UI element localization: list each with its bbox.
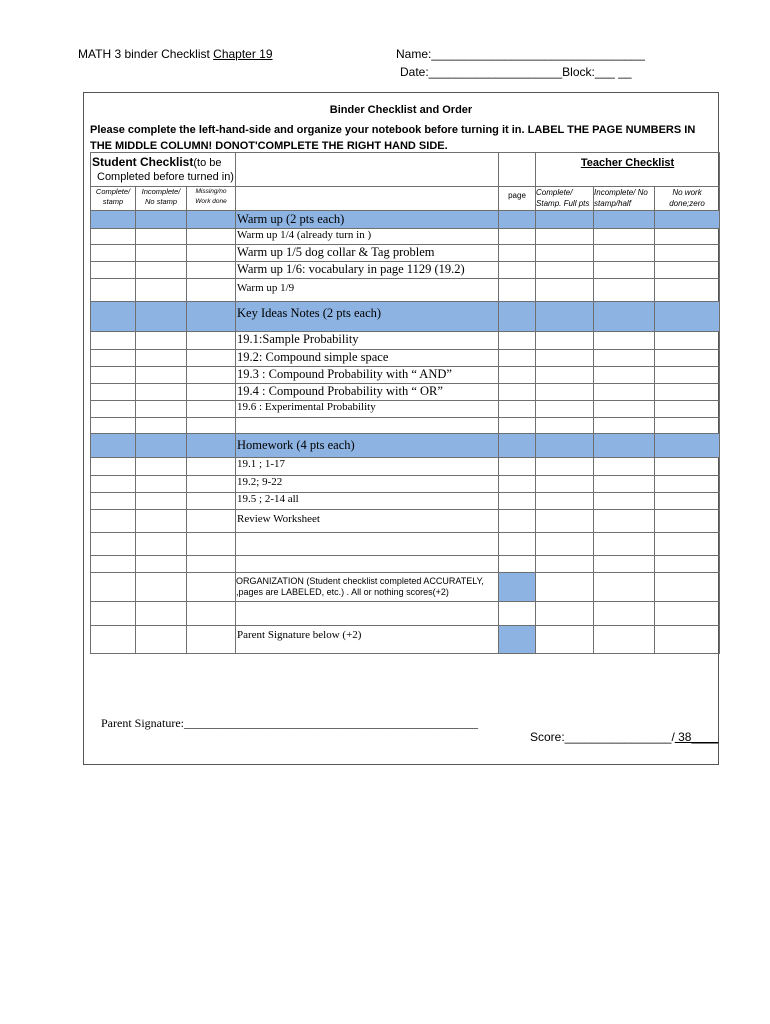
- row-check-cell: [91, 626, 136, 654]
- row-check-cell: [187, 418, 236, 434]
- row-check-cell: [187, 602, 236, 626]
- col-page: page: [499, 187, 536, 211]
- row-check-cell: [91, 493, 136, 510]
- row-check-cell: [187, 401, 236, 418]
- row-check-cell: [594, 434, 655, 458]
- row-check-cell: [91, 229, 136, 245]
- row-check-cell: [187, 626, 236, 654]
- row-check-cell: [655, 510, 720, 533]
- instructions: Please complete the left-hand-side and organize your notebook before turning it in. LABEL THE PAGE NUMBERS IN THE MIDDLE COLUMN! DONOT'COMPLETE THE RIGHT HAND SIDE.: [90, 124, 696, 152]
- row-check-cell: [536, 279, 594, 302]
- row-check-cell: [536, 626, 594, 654]
- binder-title: Binder Checklist and Order: [329, 104, 473, 116]
- row-check-cell: [594, 211, 655, 229]
- row-check-cell: [187, 302, 236, 332]
- row-check-cell: [594, 476, 655, 493]
- row-label: 19.1 ; 1-17: [236, 458, 499, 476]
- row-label: Warm up 1/9: [236, 279, 499, 302]
- row-label: Key Ideas Notes (2 pts each): [236, 302, 499, 332]
- row-check-cell: [187, 384, 236, 401]
- col-complete: Complete/ stamp: [91, 187, 136, 211]
- row-check-cell: [91, 245, 136, 262]
- row-label: [236, 602, 499, 626]
- row-check-cell: [594, 602, 655, 626]
- row-check-cell: [536, 602, 594, 626]
- row-page-cell: [499, 434, 536, 458]
- row-check-cell: [187, 229, 236, 245]
- row-check-cell: [594, 556, 655, 573]
- row-check-cell: [187, 434, 236, 458]
- row-check-cell: [536, 418, 594, 434]
- col-teacher-complete: Complete/ Stamp. Full pts: [536, 187, 594, 211]
- row-check-cell: [594, 279, 655, 302]
- row-check-cell: [91, 401, 136, 418]
- row-page-cell: [499, 245, 536, 262]
- row-check-cell: [655, 302, 720, 332]
- student-checklist-title: Student Checklist: [92, 155, 194, 169]
- row-check-cell: [655, 350, 720, 367]
- row-check-cell: [187, 279, 236, 302]
- row-check-cell: [594, 245, 655, 262]
- doc-title-chapter: Chapter 19: [213, 47, 273, 61]
- row-check-cell: [594, 458, 655, 476]
- row-check-cell: [594, 262, 655, 279]
- table-row: [91, 434, 720, 458]
- row-page-cell: [499, 493, 536, 510]
- row-page-cell: [499, 401, 536, 418]
- row-check-cell: [136, 211, 187, 229]
- row-check-cell: [536, 476, 594, 493]
- row-check-cell: [655, 245, 720, 262]
- doc-title: [78, 47, 273, 61]
- row-check-cell: [91, 332, 136, 350]
- table-row: [91, 350, 720, 367]
- row-check-cell: [536, 302, 594, 332]
- row-check-cell: [136, 458, 187, 476]
- row-check-cell: [655, 476, 720, 493]
- col-item: [236, 187, 499, 211]
- row-check-cell: [594, 384, 655, 401]
- row-label: [236, 533, 499, 556]
- row-check-cell: [91, 476, 136, 493]
- row-label: Warm up 1/6: vocabulary in page 1129 (19.2): [236, 262, 499, 279]
- row-label: 19.3 : Compound Probability with “ AND”: [236, 367, 499, 384]
- col-teacher-nowork: No work done;zero: [655, 187, 720, 211]
- row-check-cell: [536, 533, 594, 556]
- row-check-cell: [136, 573, 187, 602]
- row-check-cell: [136, 302, 187, 332]
- col-missing: Missing/no Work done: [187, 187, 236, 211]
- table-row: [91, 229, 720, 245]
- row-page-cell: [499, 626, 536, 654]
- checklist-rows: [91, 211, 720, 654]
- row-check-cell: [187, 350, 236, 367]
- row-check-cell: [91, 533, 136, 556]
- row-check-cell: [91, 384, 136, 401]
- row-label: Homework (4 pts each): [236, 434, 499, 458]
- row-check-cell: [655, 626, 720, 654]
- row-check-cell: [91, 573, 136, 602]
- row-check-cell: [136, 367, 187, 384]
- row-check-cell: [136, 602, 187, 626]
- row-check-cell: [536, 229, 594, 245]
- student-checklist-header: [91, 153, 236, 187]
- row-check-cell: [91, 367, 136, 384]
- row-check-cell: [536, 573, 594, 602]
- row-check-cell: [536, 493, 594, 510]
- row-check-cell: [91, 302, 136, 332]
- row-check-cell: [91, 510, 136, 533]
- checklist-table: [90, 152, 720, 654]
- table-row: [91, 556, 720, 573]
- table-row: [91, 384, 720, 401]
- table-row: [91, 211, 720, 229]
- row-check-cell: [594, 418, 655, 434]
- row-label: ORGANIZATION (Student checklist completed ACCURATELY, ,pages are LABELED, etc.) . All or nothing scores(+2): [236, 573, 499, 602]
- row-check-cell: [187, 245, 236, 262]
- row-check-cell: [187, 458, 236, 476]
- row-label: Review Worksheet: [236, 510, 499, 533]
- row-check-cell: [655, 556, 720, 573]
- row-page-cell: [499, 418, 536, 434]
- table-row: [91, 458, 720, 476]
- row-check-cell: [136, 384, 187, 401]
- teacher-checklist-title: Teacher Checklist: [536, 153, 720, 187]
- row-check-cell: [91, 418, 136, 434]
- row-check-cell: [187, 476, 236, 493]
- row-check-cell: [594, 510, 655, 533]
- row-check-cell: [536, 367, 594, 384]
- row-check-cell: [536, 458, 594, 476]
- row-label: Warm up (2 pts each): [236, 211, 499, 229]
- row-page-cell: [499, 229, 536, 245]
- row-check-cell: [536, 401, 594, 418]
- table-row: [91, 510, 720, 533]
- row-check-cell: [187, 573, 236, 602]
- row-check-cell: [187, 262, 236, 279]
- row-label: Warm up 1/4 (already turn in ): [236, 229, 499, 245]
- header-blank: [236, 153, 499, 187]
- row-page-cell: [499, 279, 536, 302]
- row-check-cell: [187, 493, 236, 510]
- row-page-cell: [499, 384, 536, 401]
- row-label: 19.2: Compound simple space: [236, 350, 499, 367]
- row-page-cell: [499, 476, 536, 493]
- row-label: 19.5 ; 2-14 all: [236, 493, 499, 510]
- table-row: [91, 476, 720, 493]
- row-check-cell: [136, 510, 187, 533]
- table-row: [91, 245, 720, 262]
- row-check-cell: [136, 401, 187, 418]
- row-check-cell: [594, 350, 655, 367]
- row-check-cell: [91, 602, 136, 626]
- row-page-cell: [499, 211, 536, 229]
- row-check-cell: [91, 458, 136, 476]
- date-block-line: Date:____________________Block:___ __: [400, 65, 632, 79]
- row-check-cell: [594, 229, 655, 245]
- row-check-cell: [91, 262, 136, 279]
- row-check-cell: [655, 229, 720, 245]
- row-label: 19.4 : Compound Probability with “ OR”: [236, 384, 499, 401]
- name-line: Name:________________________________: [396, 47, 645, 61]
- row-check-cell: [136, 626, 187, 654]
- row-check-cell: [655, 262, 720, 279]
- row-check-cell: [536, 556, 594, 573]
- row-check-cell: [536, 245, 594, 262]
- row-check-cell: [536, 510, 594, 533]
- row-check-cell: [136, 418, 187, 434]
- row-check-cell: [91, 350, 136, 367]
- row-page-cell: [499, 302, 536, 332]
- row-check-cell: [594, 626, 655, 654]
- row-check-cell: [536, 332, 594, 350]
- row-check-cell: [91, 279, 136, 302]
- row-check-cell: [136, 434, 187, 458]
- parent-signature-line: Parent Signature:_________________________________________________: [101, 716, 478, 730]
- row-check-cell: [655, 384, 720, 401]
- table-row: [91, 573, 720, 602]
- row-check-cell: [655, 418, 720, 434]
- row-check-cell: [594, 573, 655, 602]
- row-check-cell: [655, 533, 720, 556]
- table-row: [91, 602, 720, 626]
- row-check-cell: [136, 245, 187, 262]
- table-row: [91, 262, 720, 279]
- row-page-cell: [499, 533, 536, 556]
- row-check-cell: [594, 533, 655, 556]
- table-row: [91, 533, 720, 556]
- row-check-cell: [136, 493, 187, 510]
- row-check-cell: [91, 211, 136, 229]
- row-check-cell: [187, 332, 236, 350]
- row-check-cell: [655, 602, 720, 626]
- row-check-cell: [655, 434, 720, 458]
- row-check-cell: [655, 573, 720, 602]
- score-total: 38____: [674, 730, 719, 744]
- row-page-cell: [499, 350, 536, 367]
- student-checklist-sub: Completed before turned in): [97, 171, 234, 183]
- row-page-cell: [499, 573, 536, 602]
- table-row: [91, 493, 720, 510]
- row-check-cell: [136, 556, 187, 573]
- row-check-cell: [594, 401, 655, 418]
- row-check-cell: [187, 533, 236, 556]
- table-row: [91, 626, 720, 654]
- score-label: Score:________________/: [530, 730, 675, 744]
- row-check-cell: [536, 350, 594, 367]
- row-check-cell: [655, 211, 720, 229]
- doc-title-prefix: MATH 3 binder Checklist: [78, 47, 214, 61]
- row-check-cell: [655, 458, 720, 476]
- row-check-cell: [187, 556, 236, 573]
- table-row: [91, 279, 720, 302]
- row-page-cell: [499, 332, 536, 350]
- row-label: 19.1:Sample Probability: [236, 332, 499, 350]
- table-row: [91, 418, 720, 434]
- row-label: [236, 418, 499, 434]
- row-check-cell: [136, 350, 187, 367]
- table-row: [91, 302, 720, 332]
- table-row: [91, 332, 720, 350]
- row-label: Warm up 1/5 dog collar & Tag problem: [236, 245, 499, 262]
- row-page-cell: [499, 602, 536, 626]
- row-check-cell: [594, 332, 655, 350]
- row-label: 19.6 : Experimental Probability: [236, 401, 499, 418]
- row-check-cell: [655, 279, 720, 302]
- row-check-cell: [536, 262, 594, 279]
- row-label: Parent Signature below (+2): [236, 626, 499, 654]
- row-check-cell: [594, 493, 655, 510]
- row-check-cell: [655, 332, 720, 350]
- row-check-cell: [187, 211, 236, 229]
- row-check-cell: [594, 302, 655, 332]
- row-check-cell: [187, 510, 236, 533]
- row-page-cell: [499, 458, 536, 476]
- row-label: [236, 556, 499, 573]
- row-check-cell: [536, 384, 594, 401]
- row-check-cell: [536, 211, 594, 229]
- student-checklist-suffix: (to be: [193, 157, 222, 169]
- row-check-cell: [655, 401, 720, 418]
- table-row: [91, 401, 720, 418]
- row-check-cell: [136, 533, 187, 556]
- row-page-cell: [499, 556, 536, 573]
- row-check-cell: [136, 476, 187, 493]
- page-header-blank: [499, 153, 536, 187]
- row-check-cell: [136, 279, 187, 302]
- col-incomplete: Incomplete/ No stamp: [136, 187, 187, 211]
- row-check-cell: [536, 434, 594, 458]
- row-check-cell: [91, 434, 136, 458]
- col-teacher-incomplete: Incomplete/ No stamp/half: [594, 187, 655, 211]
- row-check-cell: [136, 262, 187, 279]
- row-label: 19.2; 9-22: [236, 476, 499, 493]
- row-page-cell: [499, 367, 536, 384]
- row-check-cell: [91, 556, 136, 573]
- table-row: [91, 367, 720, 384]
- row-page-cell: [499, 510, 536, 533]
- row-check-cell: [655, 367, 720, 384]
- row-check-cell: [187, 367, 236, 384]
- row-check-cell: [136, 332, 187, 350]
- row-check-cell: [655, 493, 720, 510]
- row-check-cell: [594, 367, 655, 384]
- score-line: [530, 730, 718, 744]
- row-check-cell: [136, 229, 187, 245]
- row-page-cell: [499, 262, 536, 279]
